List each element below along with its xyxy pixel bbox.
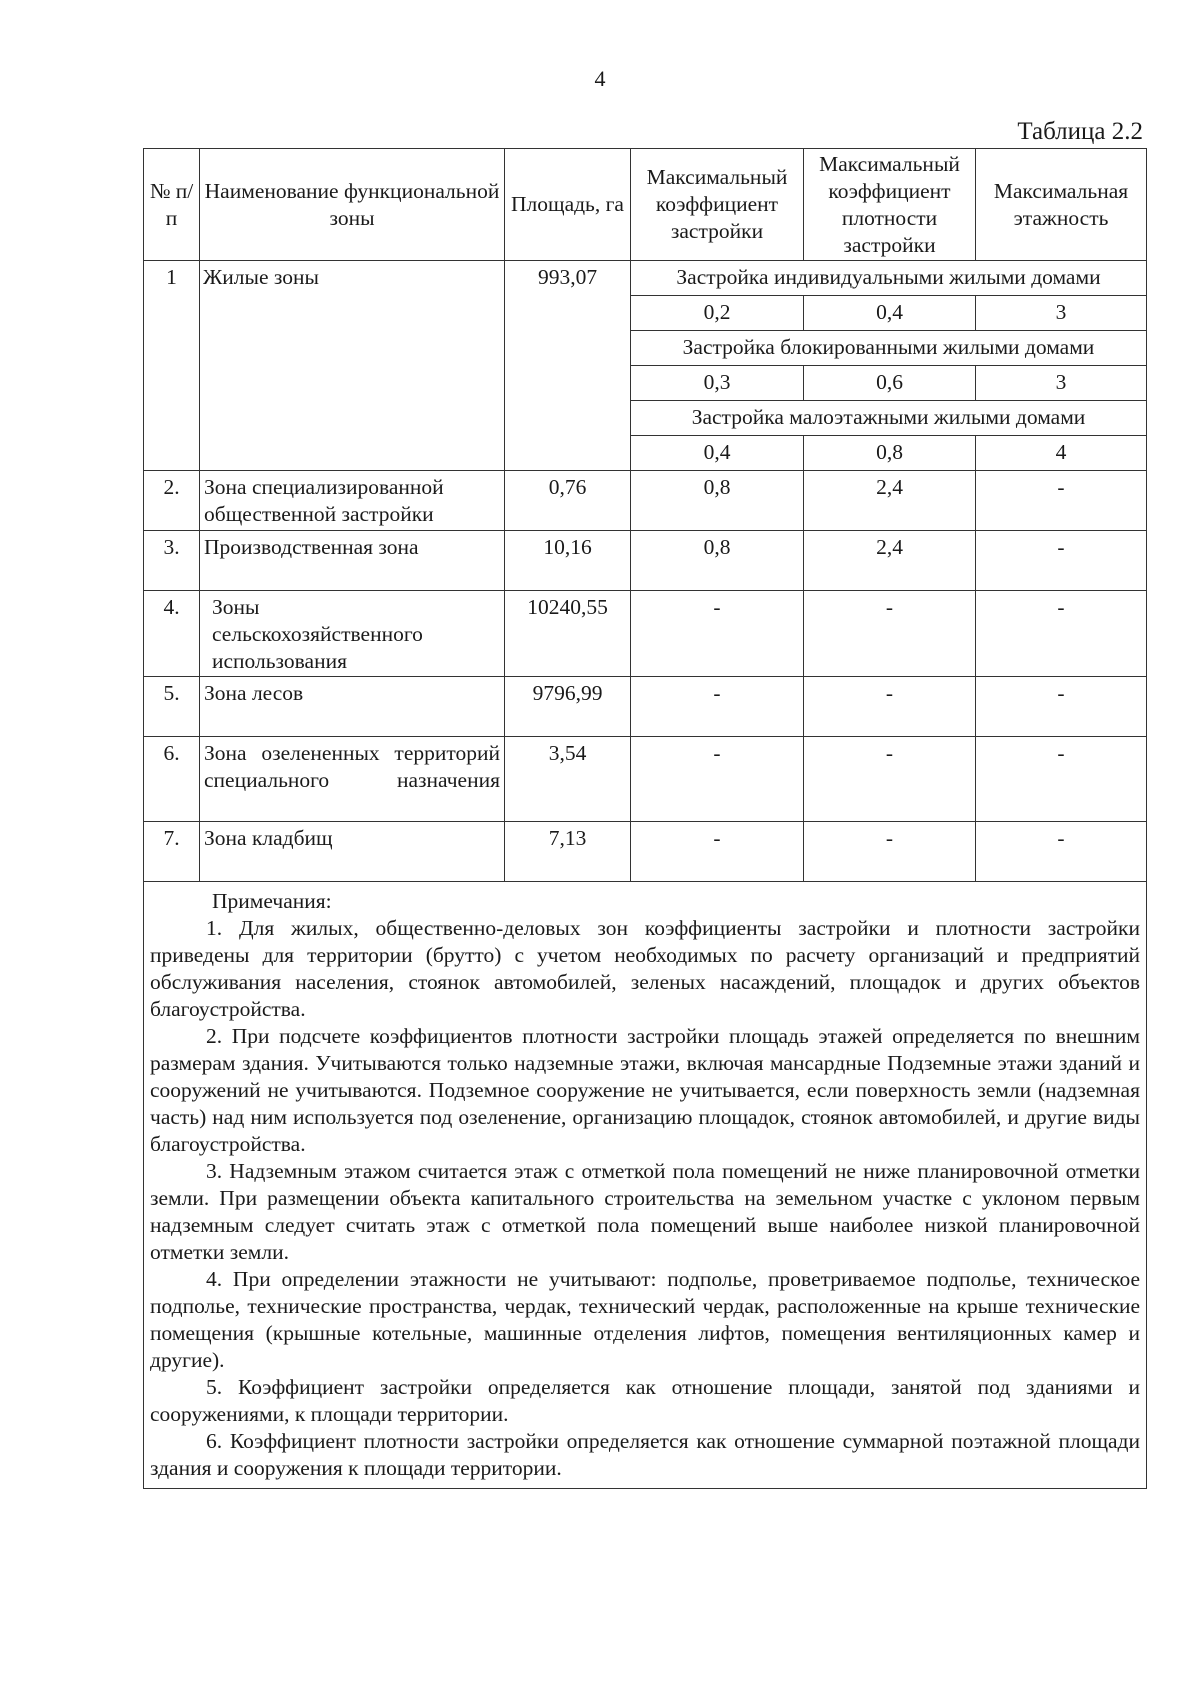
row-coverage: - [631, 822, 804, 882]
notes-title: Примечания: [212, 889, 332, 913]
row-floors: - [976, 737, 1147, 822]
row-coverage: 0,8 [631, 471, 804, 531]
row-coverage: - [631, 591, 804, 677]
row-density: 0,8 [804, 436, 976, 471]
header-floors: Максимальная этажность [976, 149, 1147, 261]
row-zone-name: Зона лесов [200, 677, 505, 737]
table-header-row [144, 149, 1147, 261]
row-area: 3,54 [505, 737, 631, 822]
row-area: 993,07 [505, 261, 631, 471]
row-coverage: 0,3 [631, 366, 804, 401]
row-area: 10240,55 [505, 591, 631, 677]
notes [144, 882, 1147, 1489]
row-density: 2,4 [804, 531, 976, 591]
row-num: 2. [144, 471, 200, 531]
subsection-title: Застройка индивидуальными жилыми домами [631, 261, 1147, 296]
note-item: 2. При подсчете коэффициентов плотности застройки площадь этажей определяется по внешним размерам здания. Учитываются только надземные этажи, включая мансардные Подземные этажи зданий и сооружений не учитываются. Подземное сооружение не учитывается, если поверхность земли (надземная часть) над ним используется под озеленение, организацию площадок, стоянок автомобилей, и другие виды благоустройства. [150, 1024, 1140, 1156]
row-zone-name: Зона озелененных территорий специального назначения [200, 737, 505, 822]
note-item: 1. Для жилых, общественно-деловых зон коэффициенты застройки и плотности застройки приведены для территории (брутто) с учетом необходимых по расчету организаций и предприятий обслуживания населения, стоянок автомобилей, зеленых насаждений, площадок и других объектов благоустройства. [150, 916, 1140, 1021]
row-floors: - [976, 591, 1147, 677]
table-row [144, 471, 1147, 531]
row-zone-name: Производственная зона [200, 531, 505, 591]
row-zone-name: Зоны сельскохозяйственного использования [200, 591, 505, 677]
zones-table [143, 148, 1147, 1489]
header-name: Наименование функциональной зоны [200, 149, 505, 261]
row-floors: - [976, 677, 1147, 737]
row-density: 2,4 [804, 471, 976, 531]
header-coverage: Максимальный коэффициент застройки [631, 149, 804, 261]
row-area: 0,76 [505, 471, 631, 531]
row-num: 4. [144, 591, 200, 677]
header-num: № п/п [144, 149, 200, 261]
header-area: Площадь, га [505, 149, 631, 261]
row-coverage: 0,8 [631, 531, 804, 591]
table-row [144, 822, 1147, 882]
row-floors: 3 [976, 366, 1147, 401]
row-density: - [804, 822, 976, 882]
row-num: 6. [144, 737, 200, 822]
row-area: 7,13 [505, 822, 631, 882]
row-num: 5. [144, 677, 200, 737]
row-num: 7. [144, 822, 200, 882]
row-coverage: - [631, 677, 804, 737]
note-item: 3. Надземным этажом считается этаж с отметкой пола помещений не ниже планировочной отметки земли. При размещении объекта капитального строительства на земельном участке с уклоном первым надземным следует считать этаж с отметкой пола помещений выше наиболее низкой планировочной отметки земли. [150, 1159, 1140, 1264]
table-row [144, 531, 1147, 591]
row-floors: - [976, 531, 1147, 591]
row-zone-name: Зона специализированной общественной застройки [200, 471, 505, 531]
row-coverage: 0,2 [631, 296, 804, 331]
row-num: 1 [144, 261, 200, 471]
row-area: 10,16 [505, 531, 631, 591]
row-floors: 3 [976, 296, 1147, 331]
subsection-title: Застройка малоэтажными жилыми домами [631, 401, 1147, 436]
notes-row [144, 882, 1147, 1489]
row-density: - [804, 677, 976, 737]
table-row [144, 261, 1147, 296]
note-item: 5. Коэффициент застройки определяется как отношение площади, занятой под зданиями и сооружениями, к площади территории. [150, 1375, 1140, 1426]
row-coverage: 0,4 [631, 436, 804, 471]
row-density: 0,6 [804, 366, 976, 401]
row-coverage: - [631, 737, 804, 822]
row-floors: - [976, 471, 1147, 531]
row-num: 3. [144, 531, 200, 591]
row-density: - [804, 737, 976, 822]
page-number: 4 [594, 66, 606, 91]
row-floors: 4 [976, 436, 1147, 471]
row-density: 0,4 [804, 296, 976, 331]
row-floors: - [976, 822, 1147, 882]
table-row [144, 737, 1147, 822]
table-caption: Таблица 2.2 [1017, 118, 1143, 145]
row-density: - [804, 591, 976, 677]
note-item: 6. Коэффициент плотности застройки определяется как отношение суммарной поэтажной площади здания и сооружения к площади территории. [150, 1429, 1140, 1480]
row-area: 9796,99 [505, 677, 631, 737]
row-zone-name: Жилые зоны [200, 261, 505, 471]
header-density: Максимальный коэффициент плотности застройки [804, 149, 976, 261]
note-item: 4. При определении этажности не учитывают: подполье, проветриваемое подполье, техническое подполье, технические пространства, чердак, технический чердак, расположенные на крыше технические помещения (крышные котельные, машинные отделения лифтов, помещения вентиляционных камер и другие). [150, 1267, 1140, 1372]
table-row [144, 591, 1147, 677]
row-zone-name: Зона кладбищ [200, 822, 505, 882]
table-row [144, 677, 1147, 737]
subsection-title: Застройка блокированными жилыми домами [631, 331, 1147, 366]
